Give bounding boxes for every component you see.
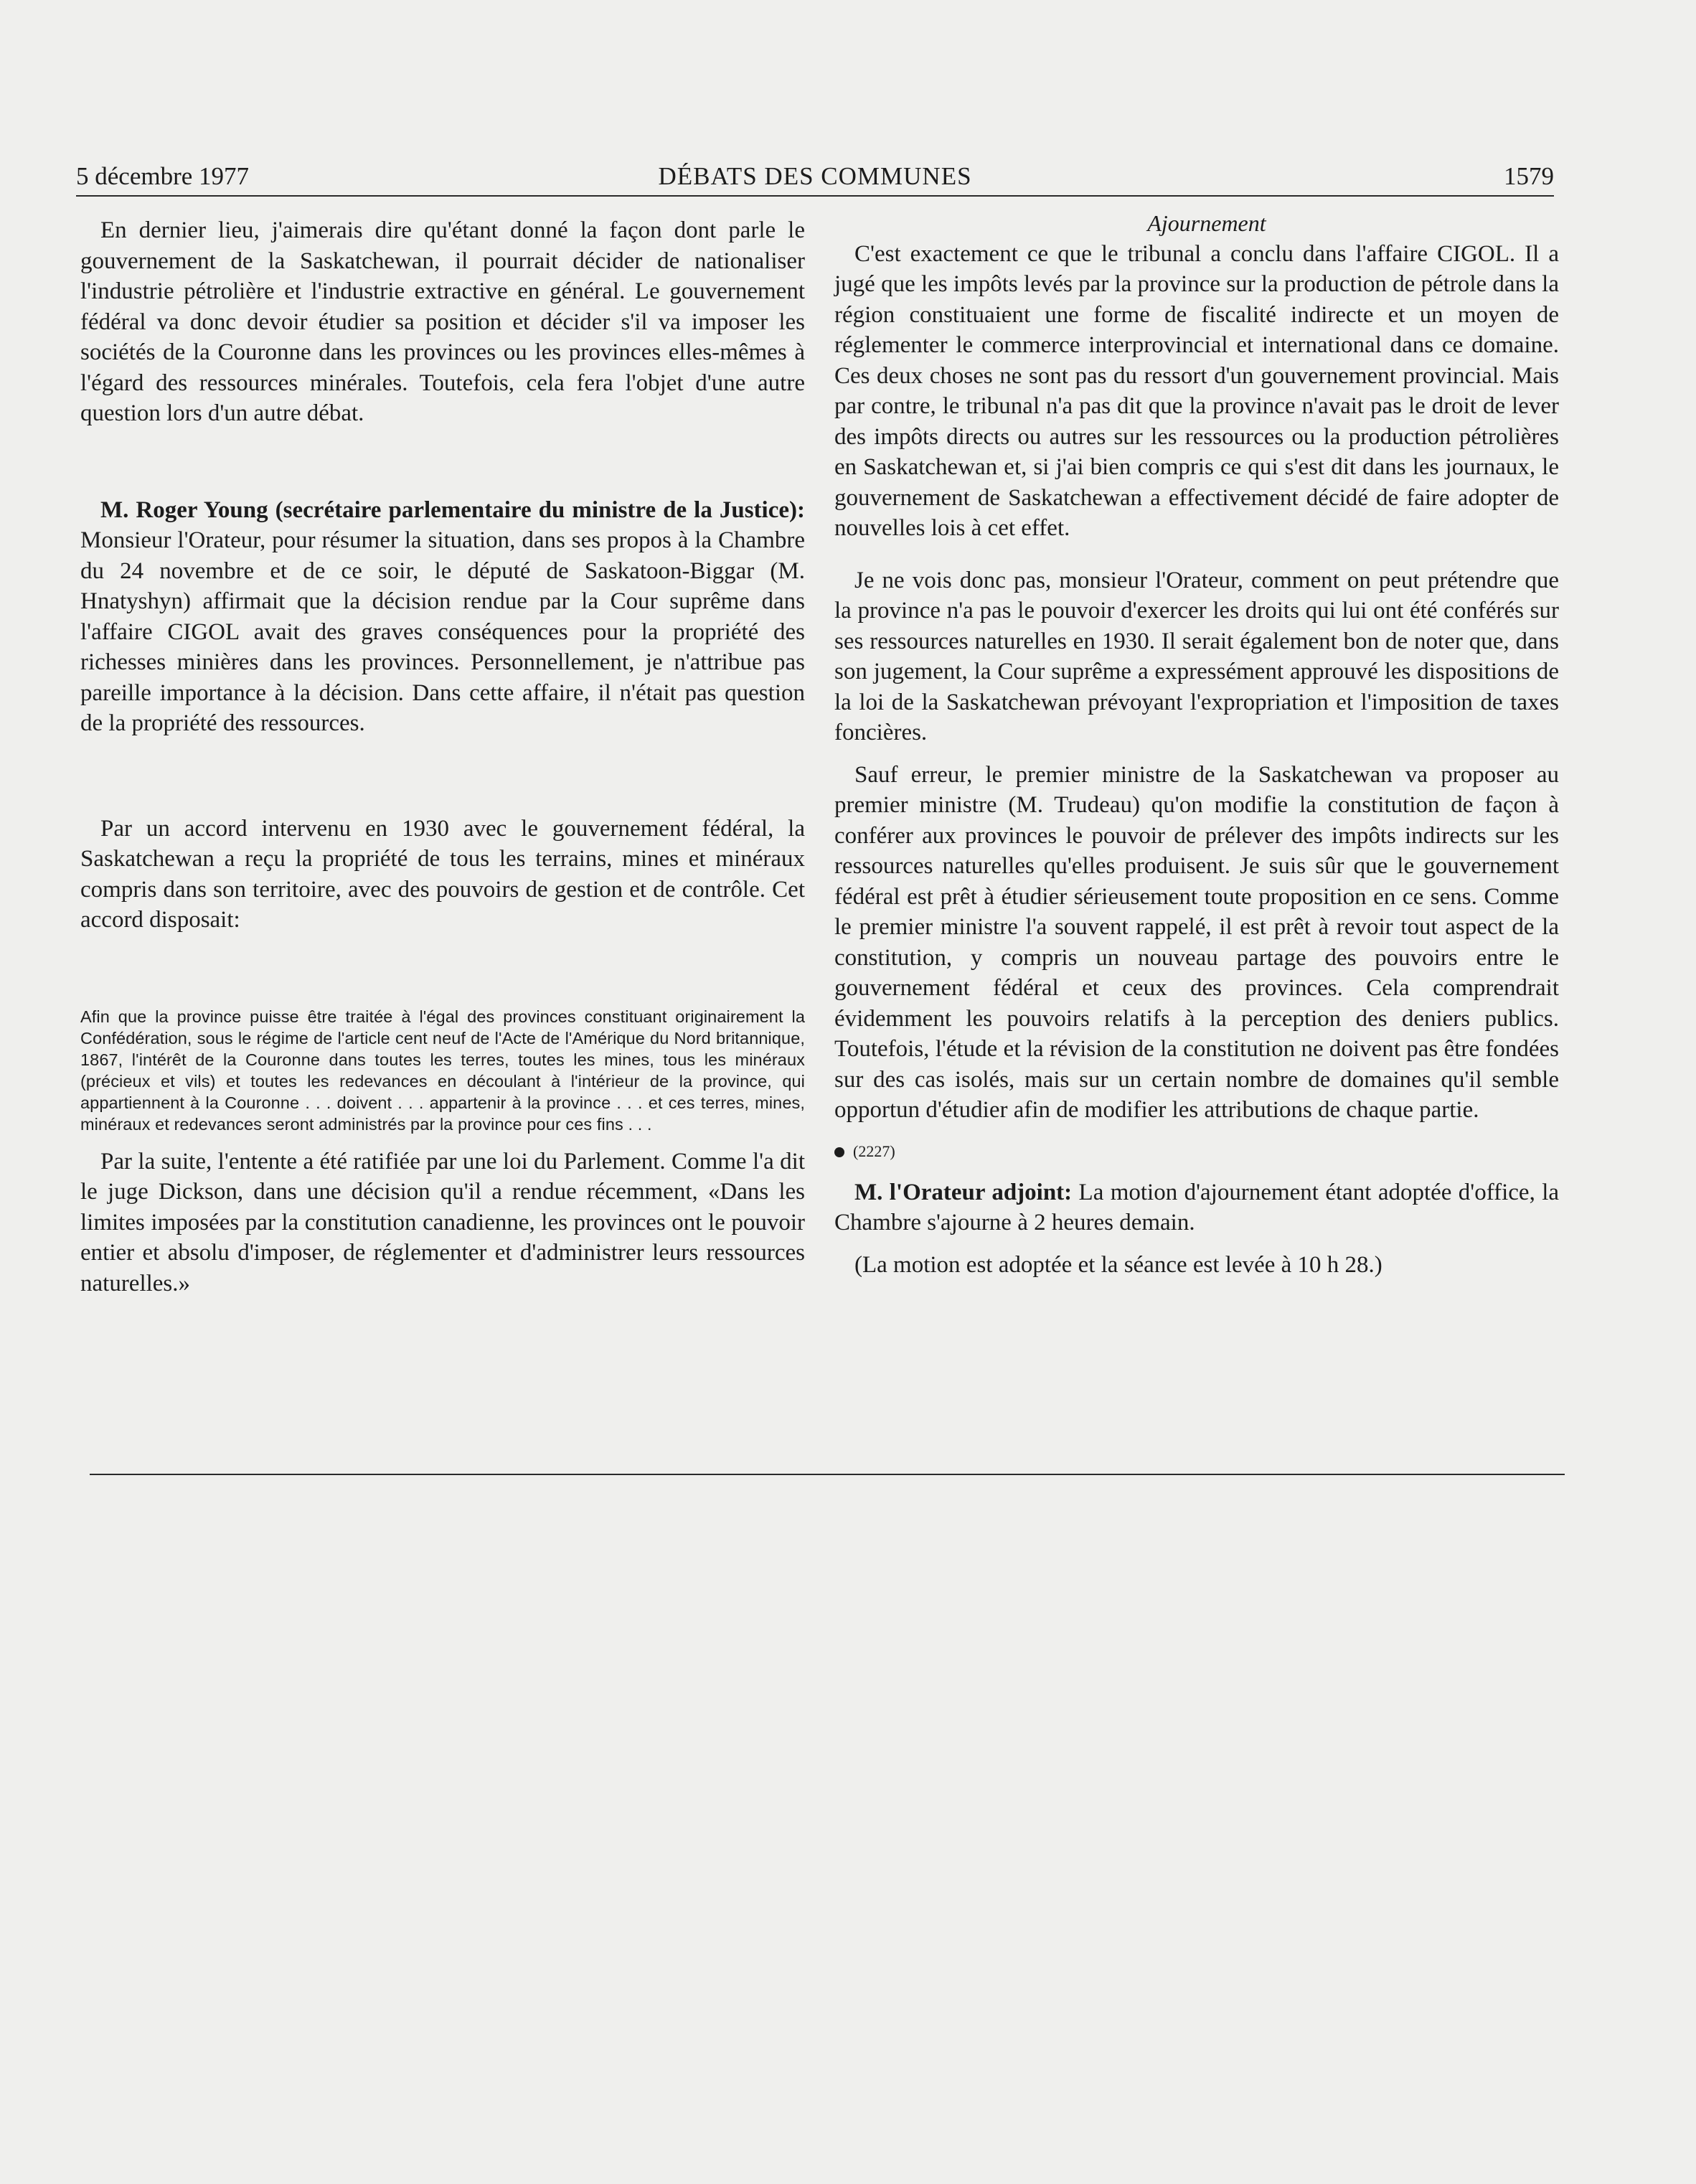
left-paragraph-1: En dernier lieu, j'aimerais dire qu'étant donné la façon dont parle le gouvernement de la Saskatchewan, il pourrait décider de nationaliser l'industrie pétrolière et l'industrie extractive en général. Le gouvernement fédéral va donc devoir étudier sa position et décider s'il va imposer les sociétés de la Couronne dans les provinces ou les provinces elles-mêmes à l'égard des ressources minérales. Toutefois, cela fera l'objet d'une autre question lors d'un autre débat. <box>80 217 805 426</box>
right-paragraph-4 <box>834 1177 1559 1238</box>
right-paragraph-3: Sauf erreur, le premier ministre de la Saskatchewan va proposer au premier ministre (M. Trudeau) qu'on modifie la constitution de façon à conférer aux provinces le pouvoir de prélever des impôts indirects sur les ressources naturelles qu'elles produisent. Je suis sûr que le gouvernement fédéral est prêt à étudier sérieusement toute proposition en ce sens. Comme le premier ministre l'a souvent rappelé, il est prêt à revoir tout aspect de la constitution, y compris un nouveau partage des pouvoirs entre le gouvernement fédéral et ceux des provinces. Cela comprendrait évidemment les pouvoirs relatifs à la perception des deniers publics. Toutefois, l'étude et la révision de la constitution ne doivent pas être fondées sur des cas isolés, mais sur un certain nombre de domaines qu'il semble opportun d'étudier afin de modifier les attributions de chaque partie. <box>834 761 1559 1123</box>
left-paragraph-2 <box>80 495 805 739</box>
left-paragraph-3: Par un accord intervenu en 1930 avec le gouvernement fédéral, la Saskatchewan a reçu la propriété de tous les terrains, mines et minéraux compris dans son territoire, avec des pouvoirs de gestion et de contrôle. Cet accord disposait: <box>80 815 805 933</box>
header-page-number: 1579 <box>1504 162 1554 190</box>
bottom-rule <box>90 1474 1565 1475</box>
page-header <box>76 152 1554 197</box>
header-title: DÉBATS DES COMMUNES <box>658 162 972 190</box>
right-paragraph-1: C'est exactement ce que le tribunal a conclu dans l'affaire CIGOL. Il a jugé que les impôts levés par la province sur la production de pétrole dans la région constituaient une forme de fiscalité indirecte et un moyen de réglementer le commerce interprovincial et international dans ce domaine. Ces deux choses ne sont pas du ressort d'un gouvernement provincial. Mais par contre, le tribunal n'a pas dit que la province n'avait pas le droit de lever des impôts directs ou autres sur les ressources ou la production pétrolières en Saskatchewan et, si j'ai bien compris ce qui s'est dit dans les journaux, le gouvernement de Saskatchewan a effectivement décidé de faire adopter de nouvelles lois à cet effet. <box>834 240 1559 541</box>
bullet-icon <box>834 1147 844 1157</box>
header-date: 5 décembre 1977 <box>76 162 250 190</box>
time-marker <box>834 1137 1559 1166</box>
left-column <box>80 215 805 1299</box>
right-paragraph-4-text: La motion d'ajournement étant adoptée d'office, la Chambre s'ajourne à 2 heures demain. <box>834 1179 1560 1235</box>
quoted-agreement: Afin que la province puisse être traitée à l'égal des provinces constituant originairement la Confédération, sous le régime de l'article cent neuf de l'Acte de l'Amérique du Nord britannique, 1867, l'intérêt de la Couronne dans toutes les terres, toutes les mines, tous les minéraux (précieux et vils) et toutes les redevances en découlant à l'intérieur de la province, qui appartiennent à la Couronne . . . doivent . . . appartenir à la province . . . et ces terres, mines, minéraux et redevances seront administrés par la province pour ces fins . . . <box>80 1007 805 1134</box>
section-title: Ajournement <box>1147 210 1266 236</box>
speaker-roger-young: M. Roger Young (secrétaire parlementaire du ministre de la Justice): <box>100 496 805 523</box>
left-paragraph-2-text: Monsieur l'Orateur, pour résumer la situation, dans ses propos à la Chambre du 24 novembre et de ce soir, le député de Saskatoon-Biggar (M. Hnatyshyn) affirmait que la décision rendue par la Cour suprême dans l'affaire CIGOL avait des graves conséquences pour la propriété des richesses minières dans les provinces. Personnellement, je n'attribue pas pareille importance à la décision. Dans cette affaire, il n'était pas question de la propriété des ressources. <box>80 527 805 736</box>
right-paragraph-2: Je ne vois donc pas, monsieur l'Orateur, comment on peut prétendre que la province n'a pas le pouvoir d'exercer les droits qui lui ont été conférés sur ses ressources naturelles en 1930. Il serait également bon de noter que, dans son jugement, la Cour suprême a expressément approuvé les dispositions de la loi de la Saskatchewan prévoyant l'expropriation et l'imposition de taxes foncières. <box>834 567 1559 745</box>
speaker-deputy-speaker: M. l'Orateur adjoint: <box>854 1179 1073 1205</box>
right-column <box>834 208 1559 1280</box>
right-paragraph-5: (La motion est adoptée et la séance est levée à 10 h 28.) <box>854 1251 1382 1278</box>
time-marker-text: (2227) <box>853 1142 895 1160</box>
left-paragraph-4: Par la suite, l'entente a été ratifiée par une loi du Parlement. Comme l'a dit le juge Dickson, dans une décision qu'il a rendue récemment, «Dans les limites imposées par la constitution canadienne, les provinces ont le pouvoir entier et absolu d'imposer, de réglementer et d'administrer leurs ressources naturelles.» <box>80 1148 805 1296</box>
